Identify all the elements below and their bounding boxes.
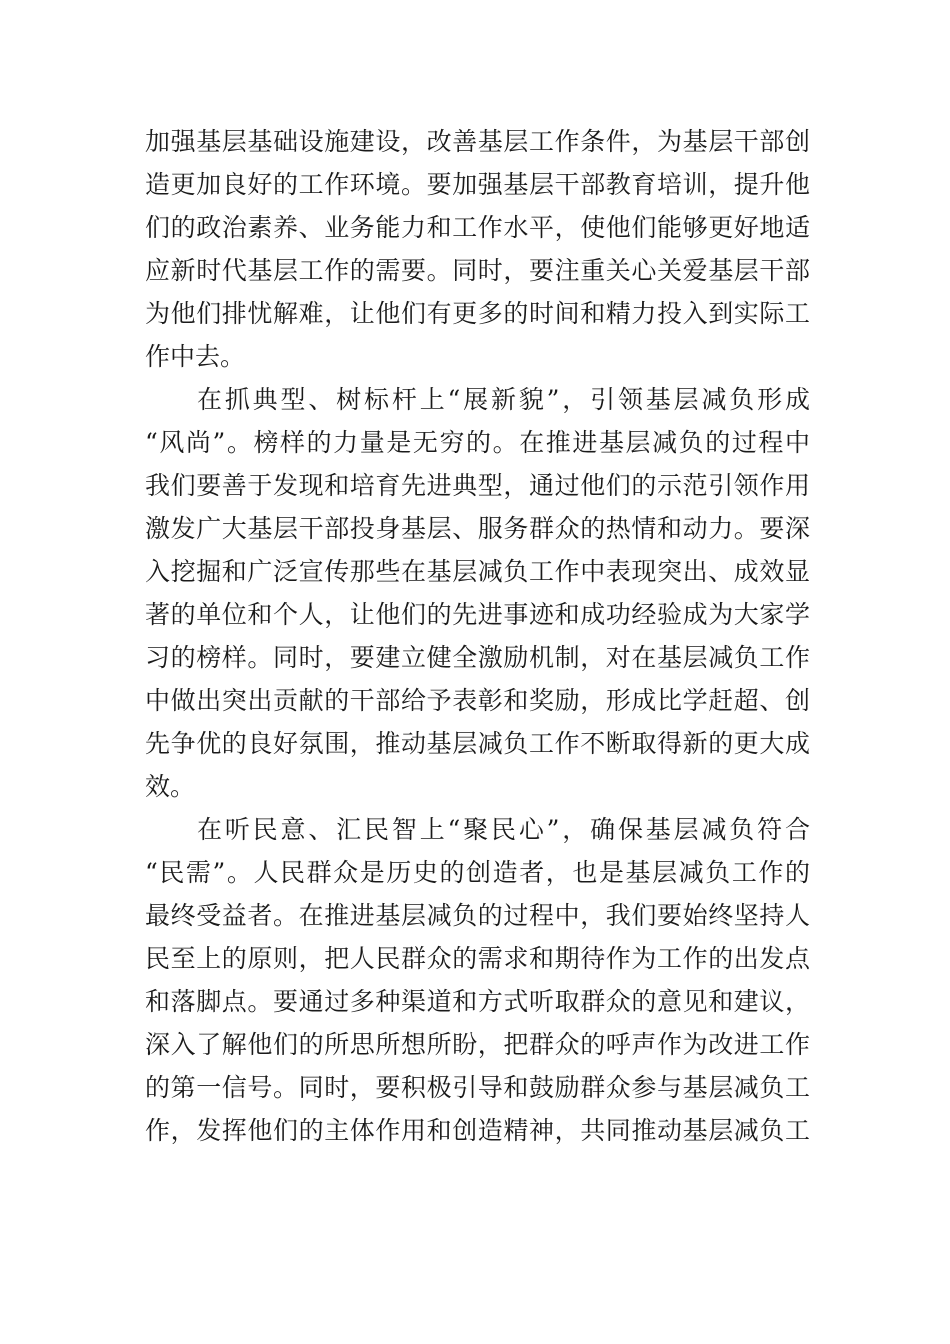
text-line: 著的单位和个人，让他们的先进事迹和成功经验成为大家学 xyxy=(145,600,810,629)
text-line: 作中去。 xyxy=(145,342,246,371)
text-line: 效。 xyxy=(145,772,196,801)
text-line: 应新时代基层工作的需要。同时，要注重关心关爱基层干部 xyxy=(145,256,810,285)
text-line: 民至上的原则，把人民群众的需求和期待作为工作的出发点 xyxy=(145,944,810,973)
text-line: “民需”。人民群众是历史的创造者，也是基层减负工作的 xyxy=(145,858,810,887)
text-line: 和落脚点。要通过多种渠道和方式听取群众的意见和建议， xyxy=(145,987,810,1016)
text-line: 的第一信号。同时，要积极引导和鼓励群众参与基层减负工 xyxy=(145,1073,810,1102)
text-line: 我们要善于发现和培育先进典型，通过他们的示范引领作用 xyxy=(145,471,810,500)
text-line: 为他们排忧解难，让他们有更多的时间和精力投入到实际工 xyxy=(145,299,810,328)
text-line: 中做出突出贡献的干部给予表彰和奖励，形成比学赶超、创 xyxy=(145,686,810,715)
text-line: 习的榜样。同时，要建立健全激励机制，对在基层减负工作 xyxy=(145,643,810,672)
body-text xyxy=(145,120,810,1152)
paragraph-1 xyxy=(145,120,810,378)
text-line: 加强基层基础设施建设，改善基层工作条件，为基层干部创 xyxy=(145,127,810,156)
text-line: 在听民意、汇民智上“聚民心”，确保基层减负符合 xyxy=(197,815,810,844)
text-line: 最终受益者。在推进基层减负的过程中，我们要始终坚持人 xyxy=(145,901,810,930)
text-line: 作，发挥他们的主体作用和创造精神，共同推动基层减负工 xyxy=(145,1116,810,1145)
text-line: 造更加良好的工作环境。要加强基层干部教育培训，提升他 xyxy=(145,170,810,199)
text-line: 们的政治素养、业务能力和工作水平，使他们能够更好地适 xyxy=(145,213,810,242)
text-line: “风尚”。榜样的力量是无穷的。在推进基层减负的过程中 xyxy=(145,428,810,457)
paragraph-3 xyxy=(145,808,810,1152)
paragraph-2 xyxy=(145,378,810,808)
text-line: 深入了解他们的所思所想所盼，把群众的呼声作为改进工作 xyxy=(145,1030,810,1059)
text-line: 先争优的良好氛围，推动基层减负工作不断取得新的更大成 xyxy=(145,729,810,758)
text-line: 入挖掘和广泛宣传那些在基层减负工作中表现突出、成效显 xyxy=(145,557,810,586)
text-line: 在抓典型、树标杆上“展新貌”，引领基层减负形成 xyxy=(197,385,810,414)
text-line: 激发广大基层干部投身基层、服务群众的热情和动力。要深 xyxy=(145,514,810,543)
